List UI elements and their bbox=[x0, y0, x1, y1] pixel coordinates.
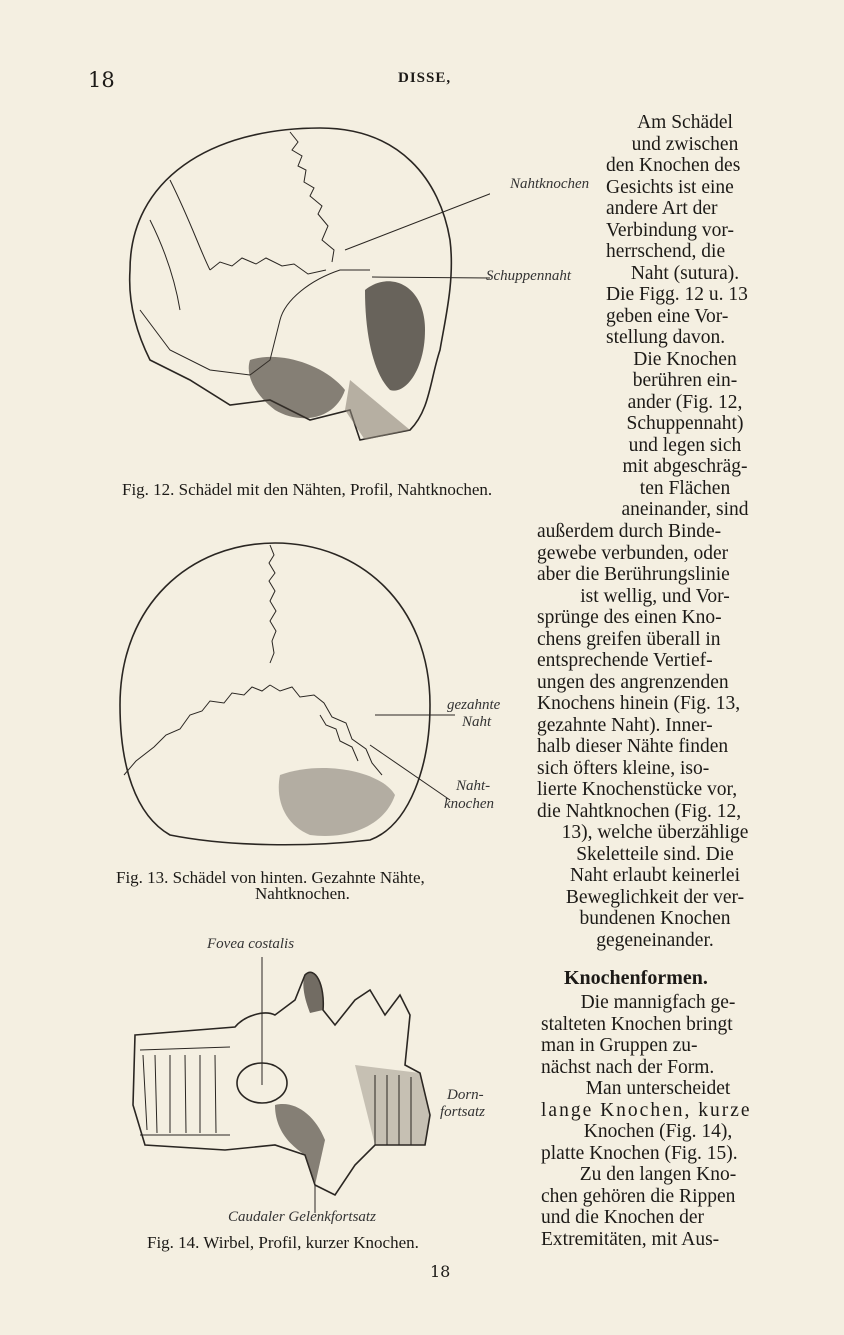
text-line: entsprechende Vertief- bbox=[537, 650, 713, 671]
footer-page-number: 18 bbox=[430, 1262, 451, 1281]
label-nahtknochen: Nahtknochen bbox=[510, 176, 590, 192]
text-line: man in Gruppen zu- bbox=[541, 1035, 698, 1056]
text-line: außerdem durch Binde- bbox=[537, 521, 722, 542]
fig12-caption: Fig. 12. Schädel mit den Nähten, Profil, Nahtknochen. bbox=[122, 480, 493, 499]
fig14-caption: Fig. 14. Wirbel, Profil, kurzer Knochen. bbox=[147, 1233, 419, 1252]
label-fovea-costalis: Fovea costalis bbox=[207, 936, 295, 952]
text-line: halb dieser Nähte finden bbox=[537, 736, 729, 757]
text-line: Naht erlaubt keinerlei bbox=[569, 865, 740, 886]
text-line: Die mannigfach ge- bbox=[580, 992, 736, 1013]
text-line: stalteten Knochen bringt bbox=[541, 1013, 733, 1035]
label-dorn: Dorn- bbox=[447, 1087, 484, 1103]
text-line: und zwischen bbox=[631, 133, 739, 155]
text-line: ander (Fig. 12, bbox=[627, 391, 743, 413]
text-column-top bbox=[606, 112, 764, 521]
text-line: lange Knochen, kurze bbox=[541, 1099, 752, 1121]
text-line: Beweglichkeit der ver- bbox=[565, 886, 745, 908]
text-line: aneinander, sind bbox=[621, 499, 749, 520]
text-line: andere Art der bbox=[606, 198, 718, 219]
text-line: und legen sich bbox=[628, 434, 742, 456]
text-line: Schuppennaht) bbox=[626, 413, 744, 434]
text-line: gezahnte Naht). Inner- bbox=[537, 714, 713, 736]
text-line: ist wellig, und Vor- bbox=[580, 585, 730, 607]
label-naht-hyphen: Naht- bbox=[456, 778, 491, 794]
skull-profile-illustration bbox=[110, 120, 490, 450]
text-line: ten Flächen bbox=[639, 477, 731, 499]
text-line: herrschend, die bbox=[606, 241, 726, 262]
running-head: DISSE, bbox=[398, 70, 452, 86]
text-line: lierte Knochenstücke vor, bbox=[537, 779, 738, 800]
text-line: sich öfters kleine, iso- bbox=[537, 757, 710, 779]
label-naht: Naht bbox=[462, 714, 492, 730]
text-line: Man unterscheidet bbox=[585, 1078, 731, 1099]
text-line: Extremitäten, mit Aus- bbox=[541, 1228, 720, 1250]
text-line: Verbindung vor- bbox=[606, 219, 734, 241]
label-caudaler-gelenkfortsatz: Caudaler Gelenkfortsatz bbox=[228, 1209, 376, 1225]
text-line: sprünge des einen Kno- bbox=[537, 607, 722, 628]
section-heading: Knochenformen. bbox=[564, 967, 708, 989]
text-line: Am Schädel bbox=[637, 112, 733, 133]
text-column-middle bbox=[537, 521, 773, 951]
label-fortsatz: fortsatz bbox=[440, 1104, 486, 1120]
text-line: die Nahtknochen (Fig. 12, bbox=[537, 800, 742, 822]
text-line: bundenen Knochen bbox=[579, 908, 731, 929]
text-line: stellung davon. bbox=[606, 327, 726, 348]
text-line: aber die Berührungslinie bbox=[537, 564, 730, 585]
text-line: chens greifen überall in bbox=[537, 628, 721, 650]
text-line: platte Knochen (Fig. 15). bbox=[541, 1142, 738, 1164]
text-line: nächst nach der Form. bbox=[541, 1056, 715, 1078]
text-line: Skeletteile sind. Die bbox=[576, 843, 734, 865]
text-line: mit abgeschräg- bbox=[622, 456, 748, 477]
text-line: ungen des angrenzenden bbox=[537, 671, 729, 693]
text-line: Knochen (Fig. 14), bbox=[583, 1121, 733, 1142]
text-line: Die Knochen bbox=[633, 348, 737, 370]
text-line: 13), welche überzählige bbox=[561, 822, 749, 843]
text-line: Naht (sutura). bbox=[630, 262, 740, 284]
text-column-bottom bbox=[541, 992, 775, 1250]
label-knochen: knochen bbox=[444, 796, 494, 812]
text-line: Knochens hinein (Fig. 13, bbox=[537, 693, 741, 714]
page-number: 18 bbox=[88, 68, 115, 92]
label-schuppennaht: Schuppennaht bbox=[486, 268, 571, 284]
text-line: Gesichts ist eine bbox=[606, 176, 734, 198]
text-line: chen gehören die Rippen bbox=[541, 1185, 736, 1207]
text-line: gewebe verbunden, oder bbox=[537, 542, 729, 564]
fig13-caption-line1: Fig. 13. Schädel von hinten. Gezahnte Nähte, bbox=[116, 868, 425, 887]
text-line: berühren ein- bbox=[632, 370, 738, 391]
text-line: Die Figg. 12 u. 13 bbox=[606, 284, 748, 305]
fig13-caption-line2: Nahtknochen. bbox=[255, 884, 350, 903]
text-line: den Knochen des bbox=[606, 155, 741, 176]
text-line: Zu den langen Kno- bbox=[579, 1164, 737, 1185]
text-line: und die Knochen der bbox=[541, 1207, 704, 1228]
text-line: gegeneinander. bbox=[596, 929, 714, 951]
label-gezahnte: gezahnte bbox=[447, 697, 501, 713]
text-line: geben eine Vor- bbox=[606, 305, 729, 327]
vertebra-illustration bbox=[125, 955, 445, 1215]
